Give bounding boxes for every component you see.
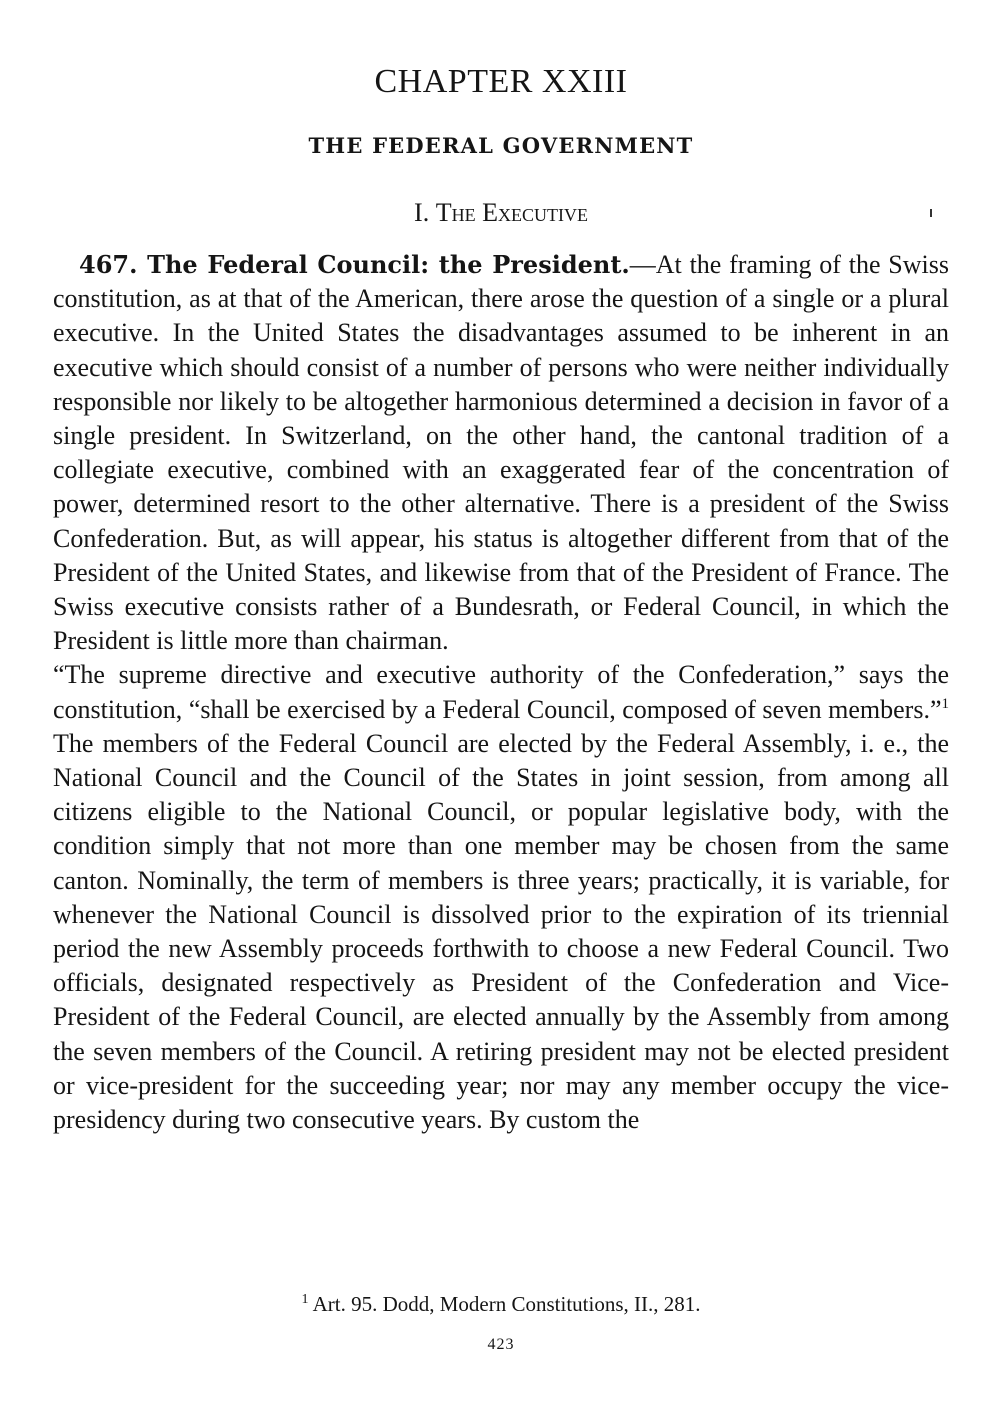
- subsection-title: [53, 196, 949, 230]
- chapter-heading: CHAPTER XXIII: [374, 63, 628, 100]
- footnote-reference[interactable]: 1: [941, 695, 949, 712]
- body-text: [53, 248, 949, 1137]
- paragraph-text-continued: The members of the Federal Council are elected by the Federal Assembly, i. e., the National Council and the Council of the States in joint session, from among all citizens eligible to the National Council, or popular legislative body, with the condition simply that not more than one member may be chosen from the same canton. Nominally, the term of members is three years; practically, it is variable, for whenever the National Council is dissolved prior to the expiration of its triennial period the new Assembly proceeds forthwith to choose a new Federal Council. Two officials, designated respectively as President of the Confederation and Vice-President of the Federal Council, are elected annually by the Assembly from among the seven members of the Council. A retiring president may not be elected president or vice-president for the succeeding year; nor may any member occupy the vice-presidency during two consecutive years. By custom the: [53, 728, 949, 1135]
- footnote: [53, 1290, 949, 1318]
- paragraph-heading: 467. The Federal Council: the President.: [79, 250, 630, 279]
- subsection-numeral: I.: [414, 198, 430, 227]
- stray-ink-mark: [930, 209, 932, 217]
- footnote-text: Art. 95. Dodd, Modern Constitutions, II., 281.: [308, 1292, 701, 1316]
- subsection-name: The Executive: [435, 198, 588, 227]
- book-page: [53, 0, 949, 1408]
- paragraph-constitution-quote: [53, 658, 949, 1137]
- footnote-mark: 1: [301, 1292, 309, 1307]
- paragraph-text: —At the framing of the Swiss constitution, as at that of the American, there arose the question of a single or a plural executive. In the United States the disadvantages assumed to be inherent in an executive which should consist of a number of persons who were neither individually responsible nor likely to be altogether harmonious determined a decision in favor of a single president. In Switzerland, on the other hand, the cantonal tradition of a collegiate executive, combined with an exaggerated fear of the concentration of power, determined resort to the other alternative. There is a president of the Swiss Confederation. But, as will appear, his status is altogether different from that of the President of the United States, and likewise from that of the President of France. The Swiss executive consists rather of a Bundesrath, or Federal Council, in which the President is little more than chairman.: [53, 250, 949, 656]
- page-number: 423: [487, 1336, 515, 1353]
- section-title: THE FEDERAL GOVERNMENT: [308, 133, 694, 158]
- paragraph-467: [53, 248, 949, 658]
- paragraph-text-quote: “The supreme directive and executive authority of the Confederation,” says the constitution, “shall be exercised by a Federal Council, composed of seven members.”: [53, 660, 949, 724]
